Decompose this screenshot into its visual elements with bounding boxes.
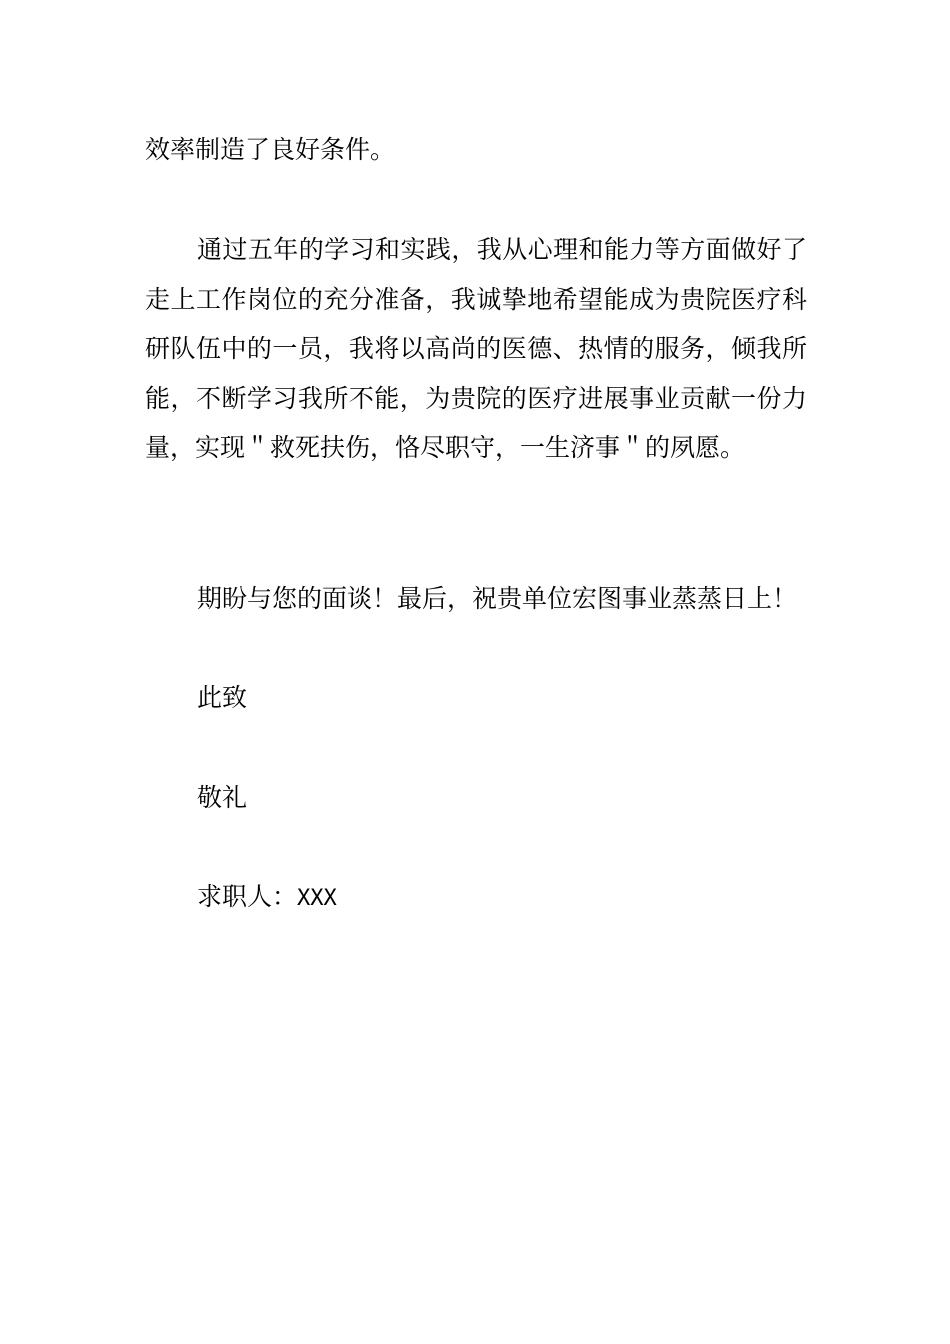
signature-line: [197, 872, 337, 924]
closing-salutation: 此致: [197, 683, 248, 712]
paragraph-closing-wish: 期盼与您的面谈！最后，祝贵单位宏图事业蒸蒸日上！: [197, 584, 798, 613]
signature-name: XXX: [297, 886, 337, 911]
closing-regards: 敬礼: [197, 783, 248, 812]
paragraph-motivation: 通过五年的学习和实践，我从心理和能力等方面做好了走上工作岗位的充分准备，我诚挚地希望能成为贵院医疗科研队伍中的一员，我将以高尚的医德、热情的服务，倾我所能，不断学习我所不能，为贵院的医疗进展事业贡献一份力量，实现＂救死扶伤，恪尽职守，一生济事＂的夙愿。: [145, 235, 807, 462]
signature-label: 求职人：: [197, 882, 298, 911]
continuation-text: 效率制造了良好条件。: [145, 135, 396, 164]
